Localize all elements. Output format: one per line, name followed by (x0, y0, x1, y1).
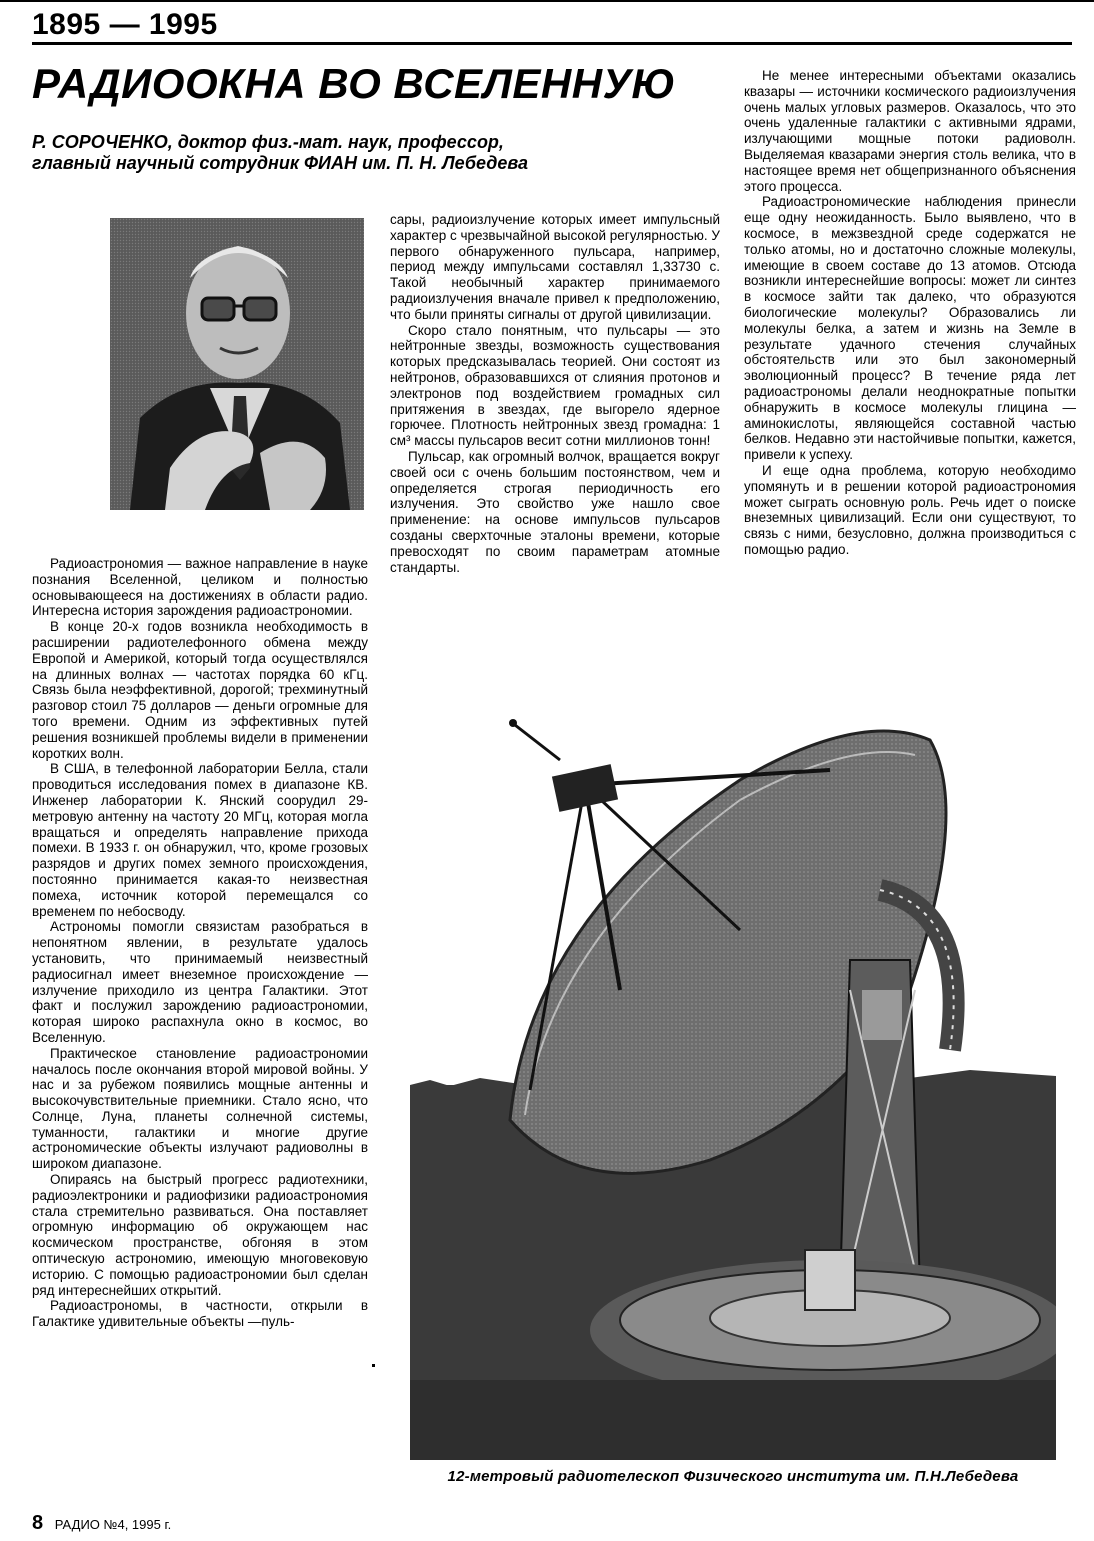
section-header (32, 8, 1072, 45)
page-number: 8 (32, 1512, 44, 1534)
paragraph: Скоро стало понятным, что пульсары — это нейтронные звезды, возможность существования которых предсказывалась теорией. Они состоят из нейтронов, образовавшихся от слияния протонов и электронов под воздействием громадных сил притяжения в звездах, где выгорело ядерное горючее. Плотность нейтронных звезд громадна: 1 см³ массы пульсаров весит сотни миллионов тонн! (390, 322, 720, 449)
print-speck (372, 1364, 375, 1367)
paragraph: Радиоастрономия — важное направление в науке познания Вселенной, целиком и полностью основывающееся на достижениях в области радио. Интересна история зарождения радиоастрономии. (32, 556, 368, 619)
paragraph: Практическое становление радиоастрономии началось после окончания второй мировой войны. У нас и за рубежом появились мощные антенны и высокочувствительные приемники. Стало ясно, что Солнце, Луна, планеты солнечной системы, туманности, галактики и многие другие астрономические объекты излучают радиоволны в широком диапазоне. (32, 1045, 368, 1172)
paragraph: В конце 20-х годов возникла необходимость в расширении радиотелефонного обмена между Европой и Америкой, который тогда осуществлялся на длинных волнах — частотах порядка 60 кГц. Связь была неэффективной, дорогой; трехминутный разговор стоил 75 долларов — деньги огромные для того времени. Одним из эффективных путей решения возникшей проблемы видели в применении коротких волн. (32, 619, 368, 761)
article-column-2 (390, 212, 720, 575)
paragraph: Не менее интересными объектами оказались квазары — источники космического радиоизлучения очень малых угловых размеров. Оказалось, что это очень удаленные галактики с активными ядрами, излучающими мощные потоки радиоволн. Выделяемая квазарами энергия столь велика, что в настоящее время нет общепризнанного объяснения этого процесса. (744, 68, 1076, 194)
paragraph: Астрономы помогли связистам разобраться в непонятном явлении, в результате удалось установить, что принимаемый неизвестный радиосигнал имеет внеземное происхождение — излучение приходило из центра Галактики. Этот факт и послужил зарождению радиоастрономии, которая широко распахнула окно в космос, во Вселенную. (32, 919, 368, 1045)
paragraph: сары, радиоизлучение которых имеет импульсный характер с чрезвычайной высокой регулярностью. У первого обнаруженного пульсара, например, период между импульсами составлял 1,33730 с. Такой необычный характер принимаемого радиоизлучения вначале привел к предположению, что были приняты сигналы от другой цивилизации. (390, 212, 720, 322)
anniversary-years: 1895 — 1995 (32, 8, 218, 41)
radio-telescope-photo (410, 690, 1056, 1460)
top-rule (0, 0, 1094, 2)
byline-line-2: главный научный сотрудник ФИАН им. П. Н. Лебедева (32, 153, 529, 173)
paragraph: В США, в телефонной лаборатории Белла, стали проводиться исследования помех в диапазоне КВ. Инженер лаборатории К. Янский соорудил 29-метровую антенну на частоту 20 МГц, которая могла вращаться и определять направление прихода помехи. В 1933 г. он обнаружил, что, кроме грозовых разрядов и других помех земного происхождения, постоянно принимается какая-то неизвестная помеха, источник которой перемещался со временем по небосводу. (32, 761, 368, 919)
paragraph: Опираясь на быстрый прогресс радиотехники, радиоэлектроники и радиофизики радиоастрономия стала стремительно развиваться. Она поставляет огромную информацию об окружающем нас космическом пространстве, обгоняя в этом оптическую астрономию, имеющую многовековую историю. С помощью радиоастрономии был сделан ряд интереснейших открытий. (32, 1172, 368, 1298)
article-column-1 (32, 556, 368, 1330)
issue-info: РАДИО №4, 1995 г. (54, 1517, 172, 1532)
page-footer (32, 1512, 171, 1535)
article-column-3 (744, 68, 1076, 558)
paragraph: Радиоастрономы, в частности, открыли в Галактике удивительные объекты —пуль- (32, 1298, 368, 1330)
author-portrait (110, 218, 364, 510)
article-title: РАДИООКНА ВО ВСЕЛЕННУЮ (32, 60, 676, 107)
author-byline (32, 132, 672, 174)
photo-caption: 12-метровый радиотелескоп Физического института им. П.Н.Лебедева (447, 1468, 1019, 1485)
paragraph: И еще одна проблема, которую необходимо упомянуть и в решении которой радиоастрономия может сыграть основную роль. Речь идет о поиске внеземных цивилизаций. Если они существуют, то связь с ними, безусловно, должна производиться с помощью радио. (744, 462, 1076, 557)
paragraph: Радиоастрономические наблюдения принесли еще одну неожиданность. Было выявлено, что в космосе, в межзвездной среде содержатся не только атомы, но и достаточно сложные молекулы, имеющие в своем составе до 13 атомов. Отсюда возникли интереснейшие вопросы: может ли синтез в космосе зайти так далеко, что образуются биологические молекулы? Образовались ли молекулы белка, а затем и жизнь на Земле в результате удачного стечения случайных обстоятельств или это был закономерный эволюционный процесс? В течение ряда лет радиоастрономы делали неоднократные попытки обнаружить в космосе молекулы глицина — аминокислоты, являющейся составной частью белков. Недавно эти настойчивые попытки, кажется, привели к успеху. (744, 194, 1076, 463)
byline-line-1: Р. СОРОЧЕНКО, доктор физ.-мат. наук, профессор, (32, 132, 504, 152)
paragraph: Пульсар, как огромный волчок, вращается вокруг своей оси с очень большим постоянством, чем и определяется строгая периодичность его излучения. Это свойство уже нашло свое применение: на основе импульсов пульсаров созданы сверхточные эталоны времени, которые превосходят по своим параметрам атомные стандарты. (390, 448, 720, 575)
